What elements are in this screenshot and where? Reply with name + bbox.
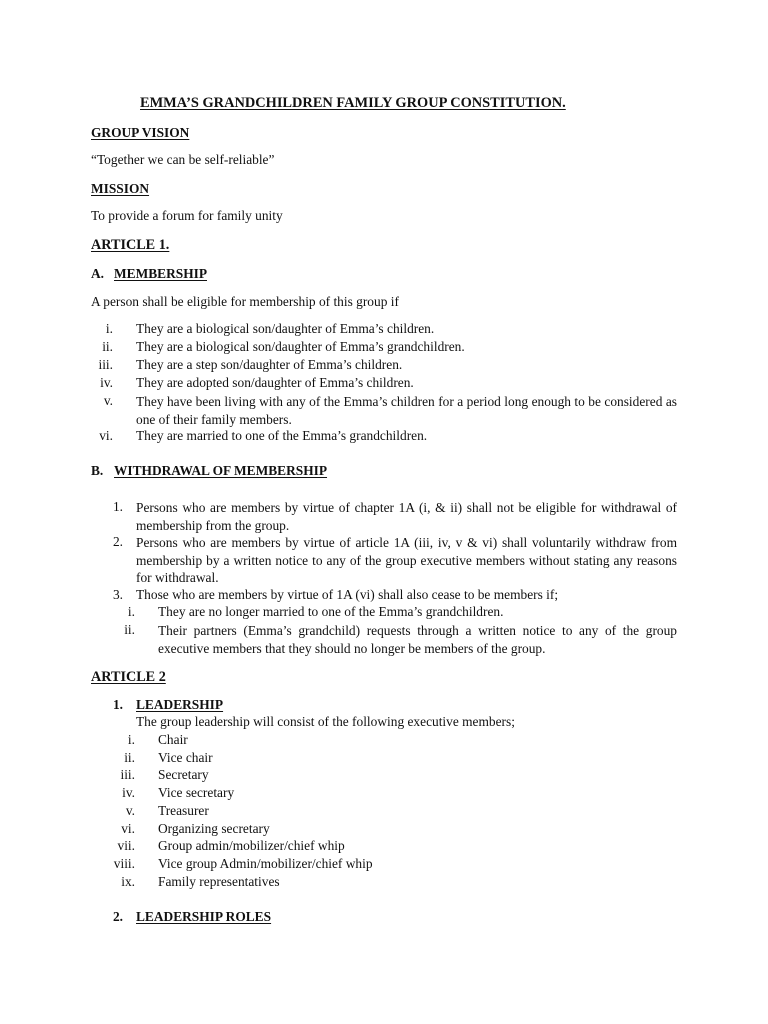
list-marker: iii. xyxy=(98,357,113,372)
leadership-marker: 1. xyxy=(112,697,123,712)
list-item-text: Organizing secretary xyxy=(158,821,270,836)
list-item-text: Those who are members by virtue of 1A (vi) shall also cease to be members if; xyxy=(136,587,559,602)
mission-text: To provide a forum for family unity xyxy=(91,208,283,223)
list-item-text: They are a biological son/daughter of Emma’s grandchildren. xyxy=(136,339,465,354)
list-marker: vi. xyxy=(121,821,135,836)
list-marker: viii. xyxy=(113,856,135,871)
list-marker: ii. xyxy=(102,339,113,354)
list-item-text: Treasurer xyxy=(158,803,209,818)
withdrawal-heading: WITHDRAWAL OF MEMBERSHIP xyxy=(114,463,328,478)
list-item-text: Persons who are members by virtue of article 1A (iii, iv, v & vi) shall voluntarily withdraw from membership by a written notice to any of the group executive members without stating any reasons for withdrawal. xyxy=(136,535,677,586)
list-item-text: Chair xyxy=(158,732,188,747)
list-marker: 1. xyxy=(112,499,123,514)
list-item-text: They are married to one of the Emma’s grandchildren. xyxy=(136,428,428,443)
list-item-text: Family representatives xyxy=(158,874,280,889)
list-item-text: Persons who are members by virtue of chapter 1A (i, & ii) shall not be eligible for withdrawal of membership from the group. xyxy=(136,500,677,533)
document-title: EMMA’S GRANDCHILDREN FAMILY GROUP CONSTITUTION. xyxy=(140,95,566,111)
list-marker: v. xyxy=(125,803,135,818)
list-marker: 3. xyxy=(112,587,123,602)
list-item-text: They have been living with any of the Emma’s children for a period long enough to be considered as one of their family members. xyxy=(136,394,677,427)
group-vision-heading: GROUP VISION xyxy=(91,125,190,140)
article-2-heading: ARTICLE 2 xyxy=(91,669,166,685)
leadership-roles-heading: LEADERSHIP ROLES xyxy=(136,909,272,924)
list-item-text: Vice chair xyxy=(158,750,213,765)
list-marker: iv. xyxy=(122,785,135,800)
section-a-marker: A. xyxy=(91,266,105,281)
list-item-text: They are a step son/daughter of Emma’s children. xyxy=(136,357,403,372)
membership-intro: A person shall be eligible for membership of this group if xyxy=(91,294,399,309)
list-marker: i. xyxy=(127,732,135,747)
list-item-text: They are a biological son/daughter of Emma’s children. xyxy=(136,321,435,336)
list-marker: v. xyxy=(103,393,113,408)
list-marker: ii. xyxy=(124,622,135,637)
leadership-roles-marker: 2. xyxy=(112,909,123,924)
list-marker: ii. xyxy=(124,750,135,765)
list-marker: ix. xyxy=(121,874,135,889)
list-marker: iii. xyxy=(120,767,135,782)
list-item-text: They are no longer married to one of the Emma’s grandchildren. xyxy=(158,604,504,619)
list-item-text: Vice group Admin/mobilizer/chief whip xyxy=(158,856,373,871)
list-item-text: Their partners (Emma’s grandchild) requests through a written notice to any of the group executive members that they should no longer be members of the group. xyxy=(158,623,677,656)
list-item-text: Vice secretary xyxy=(158,785,235,800)
mission-heading: MISSION xyxy=(91,181,150,196)
list-marker: 2. xyxy=(112,534,123,549)
section-b-marker: B. xyxy=(91,463,104,478)
list-marker: iv. xyxy=(100,375,113,390)
list-marker: vii. xyxy=(117,838,135,853)
article-1-heading: ARTICLE 1. xyxy=(91,237,170,253)
list-marker: i. xyxy=(105,321,113,336)
leadership-heading: LEADERSHIP xyxy=(136,697,224,712)
list-item-text: They are adopted son/daughter of Emma’s children. xyxy=(136,375,414,390)
list-marker: vi. xyxy=(99,428,113,443)
leadership-intro: The group leadership will consist of the following executive members; xyxy=(136,714,515,729)
group-vision-text: “Together we can be self-reliable” xyxy=(91,152,275,167)
list-marker: i. xyxy=(127,604,135,619)
list-item-text: Secretary xyxy=(158,767,209,782)
list-item-text: Group admin/mobilizer/chief whip xyxy=(158,838,345,853)
membership-heading: MEMBERSHIP xyxy=(114,266,207,281)
